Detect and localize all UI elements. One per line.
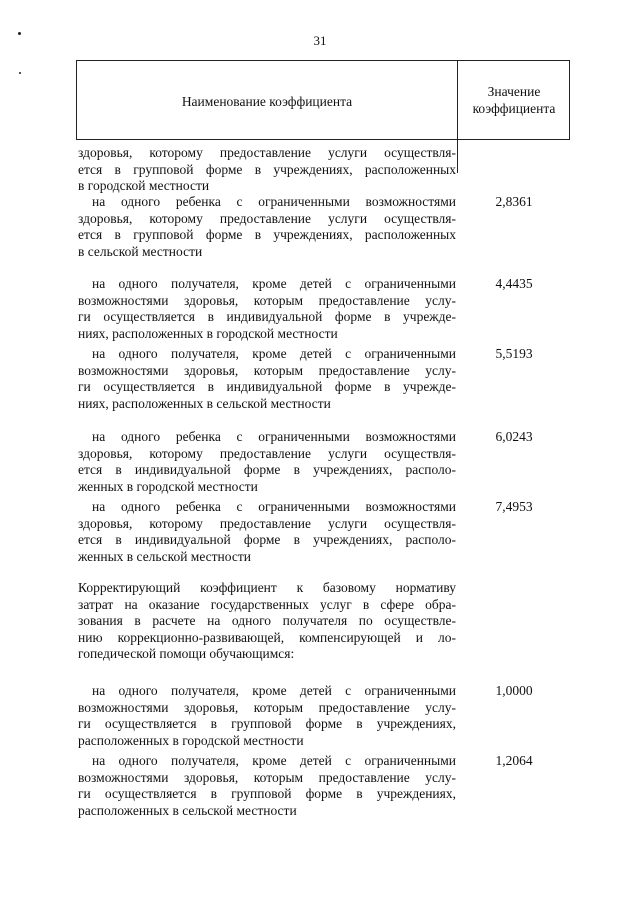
value-column-header-line1: Значение [487,84,541,99]
row-text-line: на одного получателя, кроме детей с ограниченными [92,753,456,768]
coefficient-row [78,194,456,260]
coefficient-row [78,429,456,495]
coefficient-value: 4,4435 [495,276,533,291]
row-text-line: ги осуществляется в индивидуальной форме в учрежде- [78,379,456,394]
row-text-line: ется в групповой форме в учреждениях, расположенных [78,161,456,177]
row-text-line: здоровья, которому предоставление услуги осуществля- [78,210,456,226]
row-text-line: затрат на оказание государственных услуг в сфере обра- [78,596,456,612]
row-text-line: на одного получателя, кроме детей с ограниченными [92,276,456,291]
row-text-line: на одного ребенка с ограниченными возможностями [92,194,456,209]
row-text-line: гопедической помощи обучающимся: [78,646,295,661]
row-text-line: ется в групповой форме в учреждениях, расположенных [78,227,456,242]
row-text-line: ниях, расположенных в сельской местности [78,395,331,411]
row-text-line: возможностями здоровья, которым предоставление услу- [78,699,456,715]
table-header [76,60,570,140]
row-text-line: ется в индивидуальной форме в учреждениях, располо- [78,462,456,477]
scan-speck [19,72,21,74]
value-column-header-line2: коэффициента [472,101,556,116]
row-text-line: здоровья, которому предоставление услуги осуществля- [78,445,456,461]
row-text-line: в сельской местности [78,243,203,259]
row-text-line: на одного ребенка с ограниченными возможностями [92,429,456,444]
row-text-line: возможностями здоровья, которым предоставление услу- [78,769,456,785]
row-text-line: возможностями здоровья, которым предоставление услу- [78,292,456,308]
row-text-line: зования в расчете на одного получателя по осуществле- [78,613,456,628]
row-text-line: возможностями здоровья, которым предоставление услу- [78,362,456,378]
row-text-line: ниях, расположенных в городской местности [78,325,338,341]
coefficient-row [78,346,456,412]
row-text-line: ги осуществляется в групповой форме в учреждениях, [78,716,456,731]
row-text-line: женных в сельской местности [78,548,251,564]
row-text-line: здоровья, которому предоставление услуги осуществля- [78,515,456,531]
row-text-line: ги осуществляется в групповой форме в учреждениях, [78,786,456,801]
name-column-header: Наименование коэффициента [181,94,353,109]
row-text-line: на одного ребенка с ограниченными возможностями [92,499,456,514]
row-text-line: нию коррекционно-развивающей, компенсирующей и ло- [78,629,456,645]
row-text-line: расположенных в городской местности [78,732,304,748]
coefficient-row [78,145,456,195]
row-text-line: на одного получателя, кроме детей с ограниченными [92,346,456,361]
row-text-line: ги осуществляется в индивидуальной форме в учрежде- [78,309,456,324]
coefficient-value: 1,0000 [495,683,533,698]
page-number: 31 [313,33,327,48]
row-text-line: здоровья, которому предоставление услуги осуществля- [78,145,456,160]
row-text-line: расположенных в сельской местности [78,802,297,818]
coefficient-value: 2,8361 [495,194,533,209]
coefficient-value: 6,0243 [495,429,533,444]
column-divider-continuation [457,140,458,173]
coefficient-row [78,683,456,749]
coefficient-value: 1,2064 [495,753,533,768]
section-heading [78,580,456,663]
value-column-header [458,83,570,117]
row-text-line: ется в индивидуальной форме в учреждениях, располо- [78,532,456,547]
coefficient-value: 5,5193 [495,346,533,361]
row-text-line: Корректирующий коэффициент к базовому нормативу [78,580,456,595]
row-text-line: женных в городской местности [78,478,258,494]
coefficient-row [78,499,456,565]
coefficient-value: 7,4953 [495,499,533,514]
coefficient-row [78,276,456,342]
coefficient-row [78,753,456,819]
row-text-line: в городской местности [78,178,210,193]
row-text-line: на одного получателя, кроме детей с ограниченными [92,683,456,698]
